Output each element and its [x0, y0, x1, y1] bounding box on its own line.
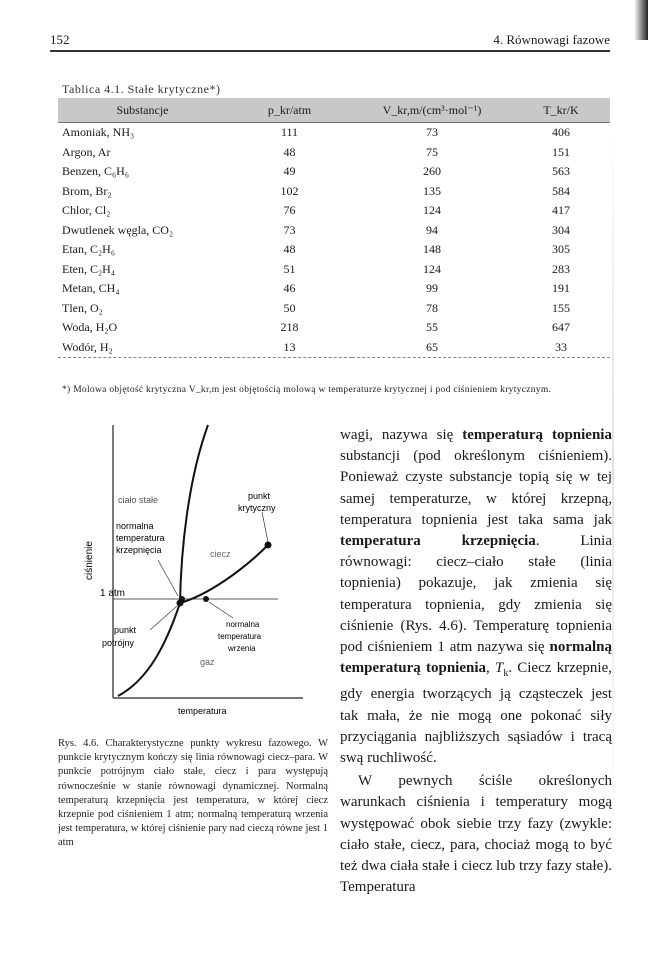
- page-number: 152: [50, 32, 70, 47]
- substance-cell: Dwutlenek węgla, CO₂: [62, 222, 174, 237]
- paragraph-1: wagi, nazywa się temperaturą topnienia substancji (pod określonym ciśnieniem). Ponieważ czyste substancje topią się w tej samej temperaturze, w której krzepną, temperatura topnienia jest taka sama jak temperatura krzepnięcia. Linia równowagi: ciecz–ciało stałe (linia topnienia) pokazuje, jak zmienia się temperatura topnienia, gdy zmienia się ciśnienie (Rys. 4.6). Temperaturę topnienia pod ciśnieniem 1 atm nazywa się normalną temperaturą topnienia, $T_k$. Ciecz krzepnie, gdy energia tworzących ją cząsteczek jest tak mała, że nie mogą one pokonać siły przyciągania najbliższych sąsiadów i tracą swą ruchliwość.: [340, 427, 613, 767]
- melting-point: [179, 596, 185, 602]
- temperature-cell: 305: [552, 242, 570, 257]
- temperature-cell: 406: [552, 125, 570, 140]
- table-row: [58, 162, 610, 182]
- volume-cell: 260: [423, 164, 441, 179]
- triple-pointer: [150, 606, 177, 630]
- volume-cell: 99: [426, 281, 438, 296]
- substance-cell: Argon, Ar: [62, 144, 111, 159]
- critical-pointer: [262, 512, 268, 542]
- figure-caption: Rys. 4.6. Charakterystyczne punkty wykresu fazowego. W punkcie krytycznym kończy się linia równowagi ciecz–para. W punkcie potrójnym ciało stałe, ciecz i para występują równocześnie w stanie równowagi dynamicznej. Normalną temperaturą krzepnięcia jest temperatura, w której ciecz krzepnie pod ciśnieniem 1 atm; normalną temperaturą wrzenia jest temperatura, w której ciśnienie pary nad cieczą równe jest 1 atm: [58, 738, 328, 849]
- term-melting-temperature: temperaturą topnienia: [462, 427, 612, 443]
- table-row: [58, 260, 610, 280]
- temperature-cell: 563: [552, 164, 570, 179]
- melting-line: [180, 425, 208, 603]
- temperature-cell: 283: [552, 261, 570, 276]
- pressure-cell: 218: [280, 320, 299, 335]
- region-liquid: ciecz: [210, 549, 231, 559]
- col-header-volume: V_kr,m/(cm³·mol⁻¹): [352, 98, 512, 123]
- critical-point: [265, 542, 272, 549]
- temperature-cell: 584: [552, 183, 570, 198]
- table-row: [58, 240, 610, 260]
- table-row: [58, 299, 610, 319]
- sublimation-line: [118, 603, 180, 696]
- table-row: [58, 201, 610, 221]
- col-header-pressure: p_kr/atm: [227, 98, 352, 123]
- table-caption: Tablica 4.1. Stałe krytyczne*): [62, 82, 221, 96]
- phase-diagram: [78, 420, 318, 725]
- critical-constants-table: [58, 98, 610, 358]
- boiling-pointer: [209, 602, 233, 618]
- table-row: [58, 318, 610, 338]
- temperature-cell: 155: [552, 300, 570, 315]
- substance-cell: Wodór, H₂: [58, 338, 227, 358]
- table-row: [58, 221, 610, 241]
- table-row: [58, 279, 610, 299]
- table-row: [58, 182, 610, 202]
- label-normal-boiling: normalna temperatura wrzenia: [218, 620, 262, 653]
- temperature-cell: 647: [552, 320, 570, 335]
- pressure-cell: 102: [280, 183, 299, 198]
- volume-cell: 94: [426, 222, 438, 237]
- pressure-cell: 46: [283, 281, 296, 296]
- volume-cell: 78: [426, 300, 438, 315]
- volume-cell: 75: [426, 144, 438, 159]
- melting-pointer: [158, 560, 178, 596]
- volume-cell: 73: [426, 125, 438, 140]
- y-axis-label: ciśnienie: [84, 541, 95, 580]
- pressure-cell: 51: [283, 261, 296, 276]
- substance-cell: Brom, Br₂: [62, 183, 112, 198]
- substance-cell: Metan, CH₄: [62, 281, 120, 296]
- page-header: [50, 32, 610, 50]
- pressure-cell: 73: [283, 222, 296, 237]
- table-row: [58, 123, 610, 143]
- substance-cell: Chlor, Cl₂: [62, 203, 111, 218]
- boiling-point: [203, 596, 209, 602]
- temperature-cell: 417: [552, 203, 570, 218]
- page-corner-shadow: [634, 0, 648, 40]
- volume-cell: 124: [423, 203, 441, 218]
- temperature-cell: 151: [552, 144, 570, 159]
- pressure-cell: 50: [283, 300, 296, 315]
- label-triple-point: punkt potrójny: [102, 625, 137, 648]
- col-header-temperature: T_kr/K: [512, 98, 610, 123]
- term-normal-melting-temperature: normalną temperaturą topnienia: [340, 639, 612, 677]
- header-rule: [50, 50, 610, 52]
- page-edge-shadow: [612, 120, 614, 820]
- temperature-cell: 304: [552, 222, 570, 237]
- volume-cell: 124: [423, 261, 441, 276]
- x-axis-label: temperatura: [178, 706, 227, 716]
- term-freezing-temperature: temperatura krzepnięcia: [340, 533, 536, 550]
- pressure-cell: 48: [283, 144, 296, 159]
- table-header-row: [58, 98, 610, 123]
- pressure-cell: 76: [283, 203, 296, 218]
- pressure-cell: 111: [280, 125, 299, 140]
- table-row: [58, 143, 610, 163]
- label-normal-melting: normalna temperatura krzepnięcia: [116, 521, 165, 555]
- volume-cell: 65: [352, 338, 512, 358]
- pressure-cell: 49: [283, 164, 296, 179]
- label-one-atm: 1 atm: [100, 588, 126, 599]
- table-row: [58, 338, 610, 358]
- table-footnote: *) Molowa objętość krytyczna V_kr,m jest objętością molową w temperaturze krytycznej i pod ciśnieniem krytycznym.: [62, 385, 552, 395]
- volume-cell: 135: [423, 183, 441, 198]
- volume-cell: 148: [423, 242, 441, 257]
- volume-cell: 55: [426, 320, 438, 335]
- pressure-cell: 13: [227, 338, 352, 358]
- col-header-substance: Substancje: [58, 98, 227, 123]
- paragraph-2: W pewnych ściśle określonych warunkach ciśnienia i temperatury mogą występować obok siebie trzy fazy (zwykle: ciało stałe, ciecz, para, chociaż mogą to być też dwa ciała stałe i ciecz lub trzy fazy stałe). Temperatura: [340, 773, 612, 896]
- region-solid: ciało stałe: [118, 495, 159, 505]
- substance-cell: Tlen, O₂: [62, 300, 103, 315]
- substance-cell: Eten, C₂H₄: [62, 261, 116, 276]
- chapter-title: 4. Równowagi fazowe: [493, 32, 610, 47]
- pressure-cell: 48: [283, 242, 296, 257]
- substance-cell: Amoniak, NH₃: [62, 125, 135, 140]
- region-gas: gaz: [200, 657, 215, 667]
- temperature-cell: 33: [512, 338, 610, 358]
- label-critical-point: punkt krytyczny: [238, 491, 276, 513]
- body-text: [340, 425, 612, 898]
- temperature-cell: 191: [552, 281, 570, 296]
- substance-cell: Woda, H₂O: [62, 320, 118, 335]
- substance-cell: Etan, C₂H₆: [62, 242, 116, 257]
- substance-cell: Benzen, C₆H₆: [62, 164, 130, 179]
